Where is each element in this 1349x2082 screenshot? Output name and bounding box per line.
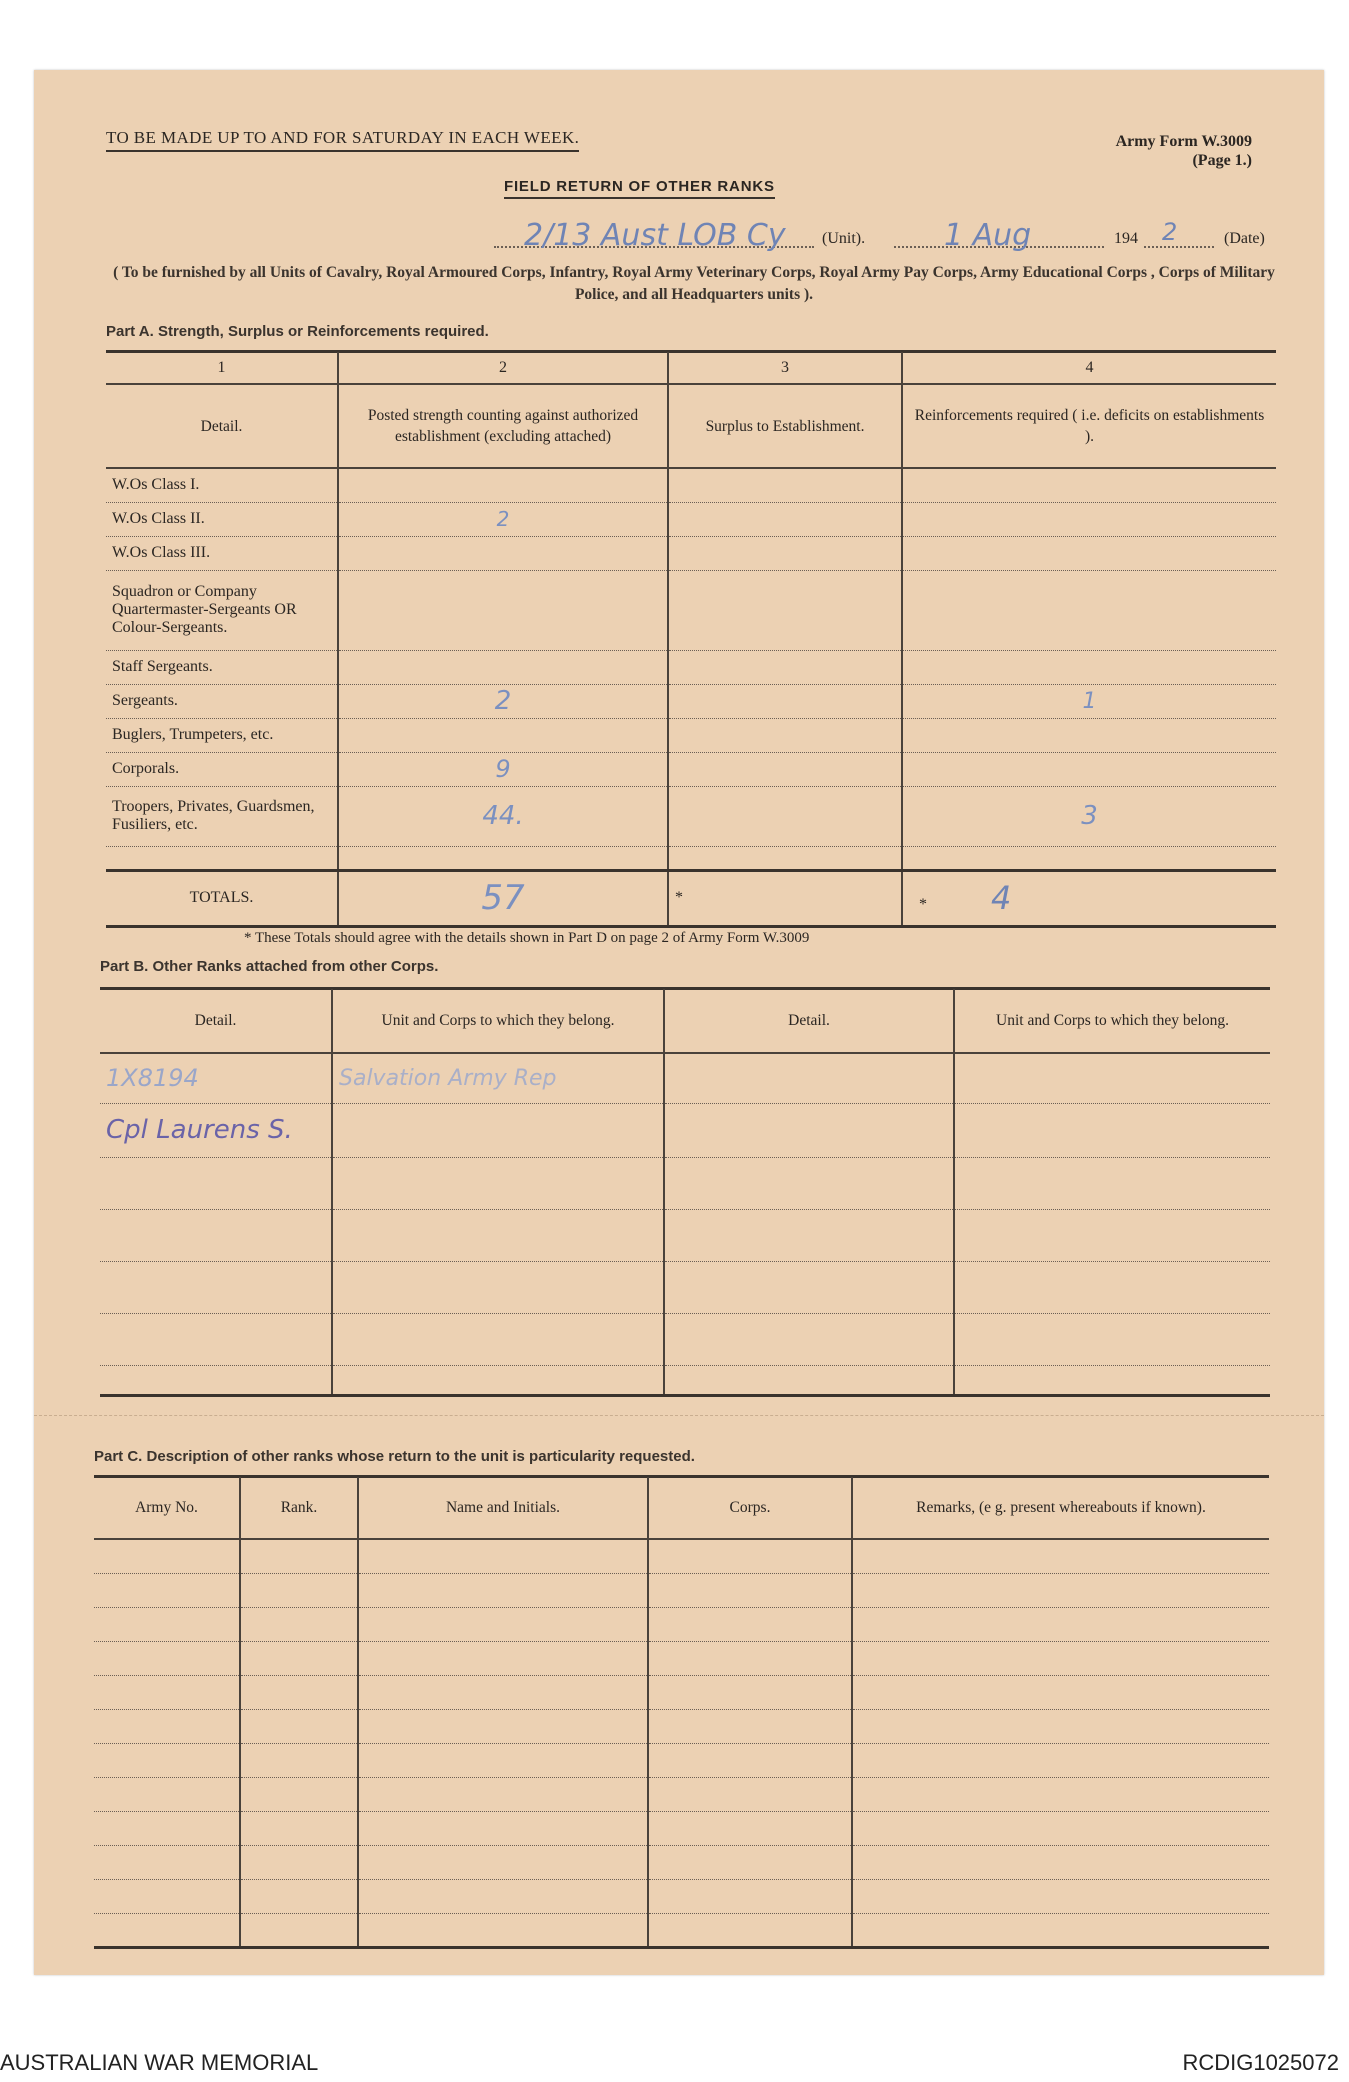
col-header-corps: Corps. <box>648 1477 852 1539</box>
row-surplus <box>668 536 902 570</box>
row-detail: Troopers, Privates, Guardsmen, Fusiliers, etc. <box>106 786 338 846</box>
row-posted: 44. <box>338 786 668 846</box>
army-form-label: Army Form W.3009 <box>1115 133 1252 150</box>
table-row <box>106 786 1276 846</box>
row-surplus <box>668 752 902 786</box>
footer-catalogue-id: RCDIG1025072 <box>1182 2050 1339 2075</box>
part-a-label: Part A. Strength, Surplus or Reinforcements required. <box>106 323 489 340</box>
table-row <box>106 468 1276 502</box>
year-prefix: 194 <box>1114 230 1138 247</box>
col-number-1: 1 <box>106 352 338 384</box>
row-posted: 2 <box>338 502 668 536</box>
part-a-column-headers <box>106 384 1276 468</box>
attached-unit-corps: Salvation Army Rep <box>332 1053 664 1103</box>
table-row <box>100 1365 1270 1395</box>
unit-label: (Unit). <box>822 230 866 247</box>
table-row <box>94 1539 1269 1573</box>
army-form-number <box>1116 132 1252 170</box>
weekly-instruction: TO BE MADE UP TO AND FOR SATURDAY IN EACH WEEK. <box>106 128 579 152</box>
part-b-table <box>100 989 1270 1397</box>
col-header-surplus: Surplus to Establishment. <box>668 384 902 468</box>
row-surplus <box>668 502 902 536</box>
table-row <box>106 718 1276 752</box>
col-header-rank: Rank. <box>240 1477 358 1539</box>
table-row <box>94 1777 1269 1811</box>
col-number-4: 4 <box>902 352 1276 384</box>
totals-reinforcements-cell <box>902 870 1276 926</box>
empty-cell <box>332 1103 664 1157</box>
row-detail: W.Os Class III. <box>106 536 338 570</box>
table-row <box>94 1845 1269 1879</box>
col-header-posted: Posted strength counting against authorized establishment (excluding attached) <box>338 384 668 468</box>
col-header-unit-corps: Unit and Corps to which they belong. <box>332 989 664 1053</box>
part-c-table <box>94 1477 1269 1949</box>
col-header-detail: Detail. <box>100 989 332 1053</box>
row-surplus <box>668 650 902 684</box>
row-posted: 2 <box>338 684 668 718</box>
form-paper <box>34 70 1324 1975</box>
table-row <box>100 1053 1270 1103</box>
row-reinforcements: 1 <box>902 684 1276 718</box>
row-posted <box>338 468 668 502</box>
col-number-2: 2 <box>338 352 668 384</box>
furnish-instruction: ( To be furnished by all Units of Cavalry, Royal Armoured Corps, Infantry, Royal Army Veterinary Corps, Royal Army Pay Corps, Army Educational Corps , Corps of Military Police, and all Headquarters units ). <box>113 264 1275 303</box>
totals-label: TOTALS. <box>106 870 338 926</box>
form-title: FIELD RETURN OF OTHER RANKS <box>504 178 775 199</box>
row-reinforcements <box>902 536 1276 570</box>
row-surplus <box>668 684 902 718</box>
table-row <box>106 752 1276 786</box>
col-header-name: Name and Initials. <box>358 1477 648 1539</box>
part-b-column-headers <box>100 989 1270 1053</box>
part-a-column-numbers <box>106 352 1276 384</box>
table-row <box>106 684 1276 718</box>
row-surplus <box>668 570 902 650</box>
row-detail: Corporals. <box>106 752 338 786</box>
empty-cell <box>664 1103 954 1157</box>
col-header-unit-corps-2: Unit and Corps to which they belong. <box>954 989 1270 1053</box>
row-reinforcements <box>902 502 1276 536</box>
spacer-row <box>106 846 1276 870</box>
col-header-detail: Detail. <box>106 384 338 468</box>
totals-row <box>106 870 1276 926</box>
row-reinforcements <box>902 718 1276 752</box>
col-header-army-no: Army No. <box>94 1477 240 1539</box>
part-c-column-headers <box>94 1477 1269 1539</box>
col-header-detail-2: Detail. <box>664 989 954 1053</box>
attached-name: Cpl Laurens S. <box>100 1103 332 1157</box>
table-row <box>94 1811 1269 1845</box>
row-reinforcements <box>902 650 1276 684</box>
year-dotted-line <box>1144 246 1214 248</box>
table-row <box>100 1261 1270 1313</box>
col-header-remarks: Remarks, (e g. present whereabouts if known). <box>852 1477 1269 1539</box>
table-row <box>94 1641 1269 1675</box>
row-posted <box>338 650 668 684</box>
table-row <box>94 1743 1269 1777</box>
row-reinforcements: 3 <box>902 786 1276 846</box>
row-detail: Squadron or Company Quartermaster-Sergeants OR Colour-Sergeants. <box>106 570 338 650</box>
totals-note: * These Totals should agree with the details shown in Part D on page 2 of Army Form W.3009 <box>244 930 810 946</box>
footer-source: AUSTRALIAN WAR MEMORIAL <box>0 2050 319 2075</box>
totals-surplus: * <box>668 870 902 926</box>
col-number-3: 3 <box>668 352 902 384</box>
row-detail: Sergeants. <box>106 684 338 718</box>
table-row <box>100 1209 1270 1261</box>
row-surplus <box>668 718 902 752</box>
row-detail: Buglers, Trumpeters, etc. <box>106 718 338 752</box>
row-reinforcements <box>902 752 1276 786</box>
date-handwritten: 1 Aug <box>944 218 1032 253</box>
part-a-table <box>106 352 1276 928</box>
row-posted <box>338 718 668 752</box>
empty-cell <box>664 1053 954 1103</box>
year-handwritten: 2 <box>1162 218 1178 246</box>
table-row <box>94 1675 1269 1709</box>
fold-line <box>34 1415 1324 1416</box>
attached-army-number: 1X8194 <box>100 1053 332 1103</box>
totals-reinf-mark: * <box>919 896 927 913</box>
row-surplus <box>668 786 902 846</box>
row-posted: 9 <box>338 752 668 786</box>
row-surplus <box>668 468 902 502</box>
row-detail: W.Os Class I. <box>106 468 338 502</box>
table-row <box>94 1709 1269 1743</box>
table-row <box>106 536 1276 570</box>
row-detail: W.Os Class II. <box>106 502 338 536</box>
table-row <box>106 650 1276 684</box>
row-reinforcements <box>902 468 1276 502</box>
table-row <box>100 1157 1270 1209</box>
part-b-label: Part B. Other Ranks attached from other Corps. <box>100 958 439 975</box>
totals-posted: 57 <box>338 870 668 926</box>
totals-reinforcements: 4 <box>991 879 1012 917</box>
row-posted <box>338 536 668 570</box>
unit-handwritten: 2/13 Aust LOB Cy <box>524 218 786 253</box>
row-detail: Staff Sergeants. <box>106 650 338 684</box>
table-row <box>100 1103 1270 1157</box>
page-number: (Page 1.) <box>1192 152 1252 169</box>
part-c-label: Part C. Description of other ranks whose return to the unit is particularity requested. <box>94 1448 695 1465</box>
unit-date-line <box>454 218 1284 254</box>
table-row <box>94 1573 1269 1607</box>
table-row <box>100 1313 1270 1365</box>
row-reinforcements <box>902 570 1276 650</box>
table-row <box>106 570 1276 650</box>
row-posted <box>338 570 668 650</box>
date-label: (Date) <box>1224 230 1265 247</box>
table-row <box>94 1607 1269 1641</box>
table-row <box>94 1879 1269 1913</box>
empty-cell <box>954 1103 1270 1157</box>
table-row <box>106 502 1276 536</box>
col-header-reinforcements: Reinforcements required ( i.e. deficits on establishments ). <box>902 384 1276 468</box>
table-row <box>94 1913 1269 1947</box>
empty-cell <box>954 1053 1270 1103</box>
